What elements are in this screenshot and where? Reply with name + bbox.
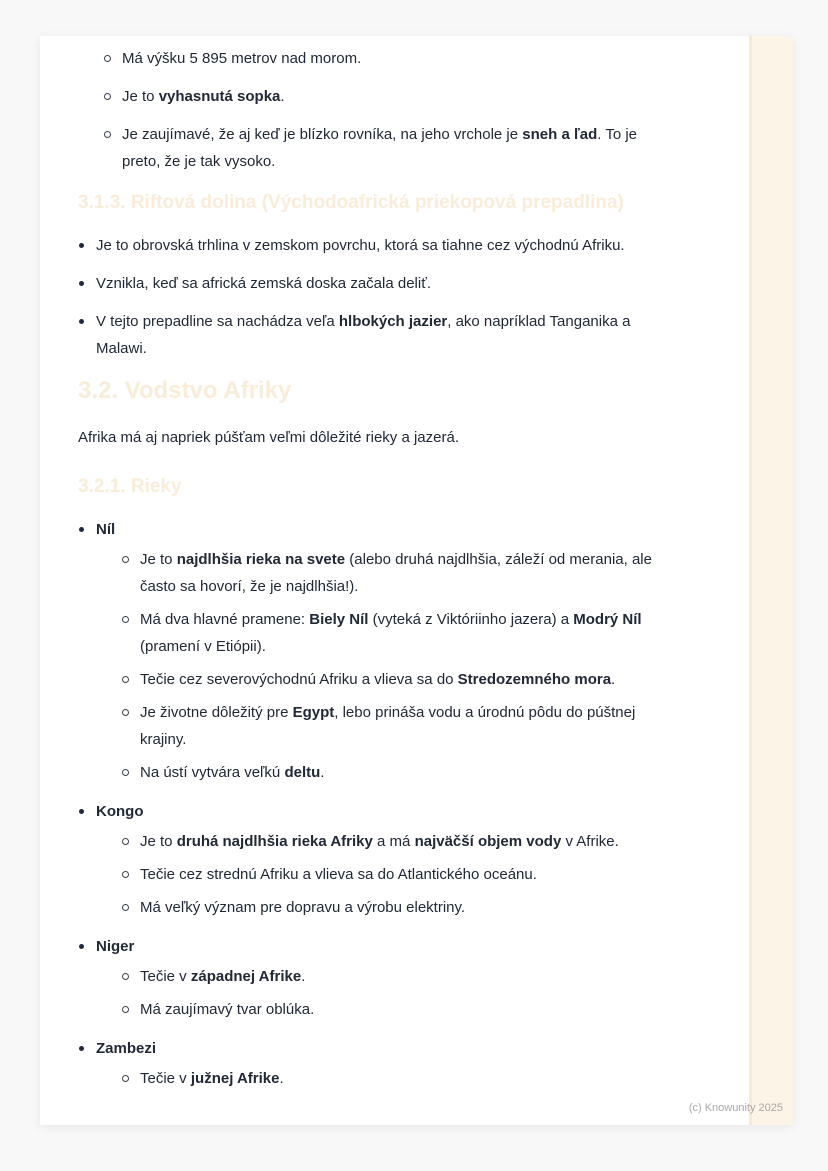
river-points xyxy=(122,828,675,921)
river-item xyxy=(78,933,675,1023)
heading-rift-valley: 3.1.3. Riftová dolina (Východoafrická priekopová prepadlina) xyxy=(78,192,624,213)
river-points xyxy=(122,1065,675,1092)
list-item-text: Tečie v západnej Afrike. xyxy=(140,968,306,985)
river-item xyxy=(78,1035,675,1092)
river-item xyxy=(78,516,675,786)
list-item xyxy=(122,546,675,600)
list-item xyxy=(122,699,675,753)
lead-paragraph: Afrika má aj napriek púšťam veľmi dôležité rieky a jazerá. xyxy=(78,429,459,446)
list-item-text: Má zaujímavý tvar oblúka. xyxy=(140,1001,315,1018)
list-item-text: Tečie v južnej Afrike. xyxy=(140,1070,284,1087)
footer-credit: (c) Knowunity 2025 xyxy=(688,1102,783,1114)
list-item xyxy=(78,270,675,297)
list-item-text: Tečie cez strednú Afriku a vlieva sa do Atlantického oceánu. xyxy=(140,866,537,883)
list-item xyxy=(78,308,675,362)
list-item xyxy=(104,121,675,175)
list-item xyxy=(122,861,675,888)
list-item xyxy=(122,1065,675,1092)
list-item-text: Má dva hlavné pramene: Biely Níl (vyteká z Viktóriinho jazera) a Modrý Níl (pramení v Etiópii). xyxy=(140,611,642,655)
river-name: Zambezi xyxy=(96,1040,157,1057)
river-item xyxy=(78,798,675,921)
list-item xyxy=(122,666,675,693)
list-item xyxy=(122,894,675,921)
list-item-text: Tečie cez severovýchodnú Afriku a vlieva sa do Stredozemného mora. xyxy=(140,671,616,688)
river-name: Niger xyxy=(96,938,135,955)
river-name: Kongo xyxy=(96,803,144,820)
list-item-text: Je to druhá najdlhšia rieka Afriky a má najväčší objem vody v Afrike. xyxy=(140,833,619,850)
list-item-text: Na ústí vytvára veľkú deltu. xyxy=(140,764,325,781)
heading-vodstvo-afriky: 3.2. Vodstvo Afriky xyxy=(78,377,292,404)
heading-rieky: 3.2.1. Rieky xyxy=(78,476,182,497)
page-card xyxy=(40,36,793,1125)
list-item xyxy=(122,759,675,786)
document-content xyxy=(40,36,793,1092)
rift-list xyxy=(78,232,675,362)
list-item-text: Má výšku 5 895 metrov nad morom. xyxy=(122,50,362,67)
list-item-text: Je to obrovská trhlina v zemskom povrchu, ktorá sa tiahne cez východnú Afriku. xyxy=(96,237,625,254)
list-item xyxy=(122,828,675,855)
river-points xyxy=(122,546,675,786)
list-item-text: Je životne dôležitý pre Egypt, lebo prináša vodu a úrodnú pôdu do púštnej krajiny. xyxy=(140,704,636,748)
rivers-list xyxy=(78,516,675,1092)
list-item xyxy=(122,963,675,990)
list-item xyxy=(104,83,675,110)
intro-sublist xyxy=(104,45,675,175)
list-item xyxy=(122,996,675,1023)
list-item-text: Je zaujímavé, že aj keď je blízko rovníka, na jeho vrchole je sneh a ľad. To je preto, že je tak vysoko. xyxy=(122,126,637,170)
list-item-text: Je to vyhasnutá sopka. xyxy=(122,88,285,105)
list-item xyxy=(122,606,675,660)
list-item-text: Vznikla, keď sa africká zemská doska začala deliť. xyxy=(96,275,431,292)
list-item xyxy=(78,232,675,259)
list-item xyxy=(104,45,675,72)
river-points xyxy=(122,963,675,1023)
list-item-text: Má veľký význam pre dopravu a výrobu elektriny. xyxy=(140,899,466,916)
river-name: Níl xyxy=(96,521,116,538)
list-item-text: Je to najdlhšia rieka na svete (alebo druhá najdlhšia, záleží od merania, ale často sa hovorí, že je najdlhšia!). xyxy=(140,551,652,595)
list-item-text: V tejto prepadline sa nachádza veľa hlbokých jazier, ako napríklad Tanganika a Malawi. xyxy=(96,313,631,357)
